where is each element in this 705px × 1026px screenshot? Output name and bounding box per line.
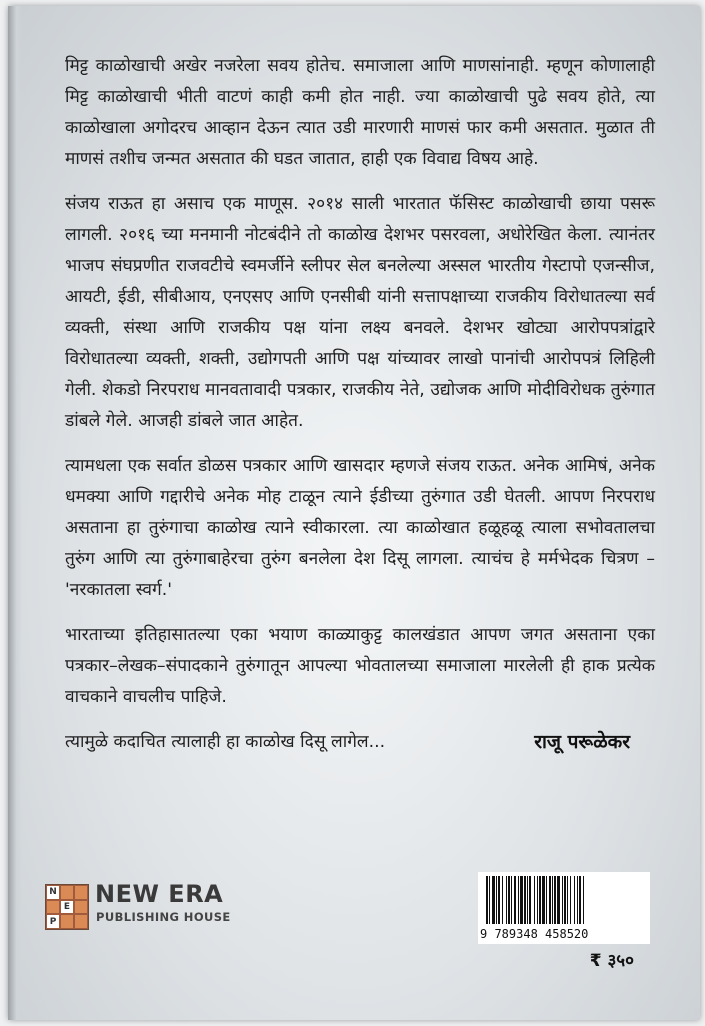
blurb-paragraph-4: भारताच्या इतिहासातल्या एका भयाण काळ्याकुट्ट कालखंडात आपण जगत असताना एका पत्रकार–लेखक–संपादकाने तुरुंगातून आपल्या भोवतालच्या समाजाला मारलेली ही हाक प्रत्येक वाचकाने वाचलीच पाहिजे. (65, 625, 655, 707)
back-cover (8, 6, 700, 1020)
logo-letter-p: P (46, 914, 60, 929)
blurb-paragraph-3: त्यामधला एक सर्वात डोळस पत्रकार आणि खासदार म्हणजे संजय राऊत. अनेक आमिषं, अनेक धमक्या आणि गद्दारीचे अनेक मोह टाळून त्याने ईडीच्या तुरुंगात उडी घेतली. आपण निरपराध असताना हा तुरुंगाचा काळोख त्याने स्वीकारला. त्या काळोखात हळूहळू त्याला सभोवतालचा तुरुंग आणि त्या तुरुंगाबाहेरचा तुरुंग बनलेला देश दिसू लागला. त्याचंच हे मर्मभेदक चित्रण – 'नरकातला स्वर्ग.' (65, 456, 655, 600)
publisher-name: NEW ERA (95, 880, 224, 908)
isbn-number: 9 789348 458520 (480, 927, 589, 941)
logo-letter-e: E (60, 900, 74, 915)
blurb (65, 51, 655, 758)
price-label: ₹ ३५० (589, 951, 634, 971)
blurb-paragraph-2: संजय राऊत हा असाच एक माणूस. २०१४ साली भारतात फॅसिस्ट काळोखाची छाया पसरू लागली. २०१६ च्या मनमानी नोटबंदीने तो काळोख देशभर पसरवला, अधोरेखित केला. त्यानंतर भाजप संघप्रणीत राजवटीचे स्वमर्जीने स्लीपर सेल बनलेल्या अस्सल भारतीय गेस्टापो एजन्सीज, आयटी, ईडी, सीबीआय, एनएसए आणि एनसीबी यांनी सत्तापक्षाच्या राजकीय विरोधातल्या सर्व व्यक्ती, संस्था आणि राजकीय पक्ष यांना लक्ष्य बनवले. देशभर खोट्या आरोपपत्रांद्वारे विरोधातल्या व्यक्ती, शक्ती, उद्योगपती आणि पक्ष यांच्यावर लाखो पानांची आरोपपत्रं लिहिली गेली. शेकडो निरपराध मानवतावादी पत्रकार, राजकीय नेते, उद्योजक आणि मोदीविरोधक तुरुंगात डांबले गेले. आजही डांबले जात आहेत. (65, 194, 655, 431)
publisher-subtitle: PUBLISHING HOUSE (96, 910, 231, 924)
logo-letter-n: N (46, 885, 60, 900)
closing-line: त्यामुळे कदाचित त्यालाही हा काळोख दिसू लागेल... (65, 732, 386, 752)
publisher-logo-icon (45, 884, 89, 930)
author-name: राजू परूळेकर (534, 731, 630, 753)
barcode-bars (478, 872, 650, 928)
barcode (478, 872, 650, 944)
blurb-paragraph-1: मिट्ट काळोखाची अखेर नजरेला सवय होतेच. समाजाला आणि माणसांनाही. म्हणून कोणालाही मिट्ट काळोखाची भीती वाटणं काही कमी होत नाही. ज्या काळोखाची पुढे सवय होते, त्या काळोखाला अगोदरच आव्हान देऊन त्यात उडी मारणारी माणसं फार कमी असतात. मुळात ती माणसं तशीच जन्मत असतात की घडत जातात, हाही एक विवाद्य विषय आहे. (65, 56, 655, 169)
